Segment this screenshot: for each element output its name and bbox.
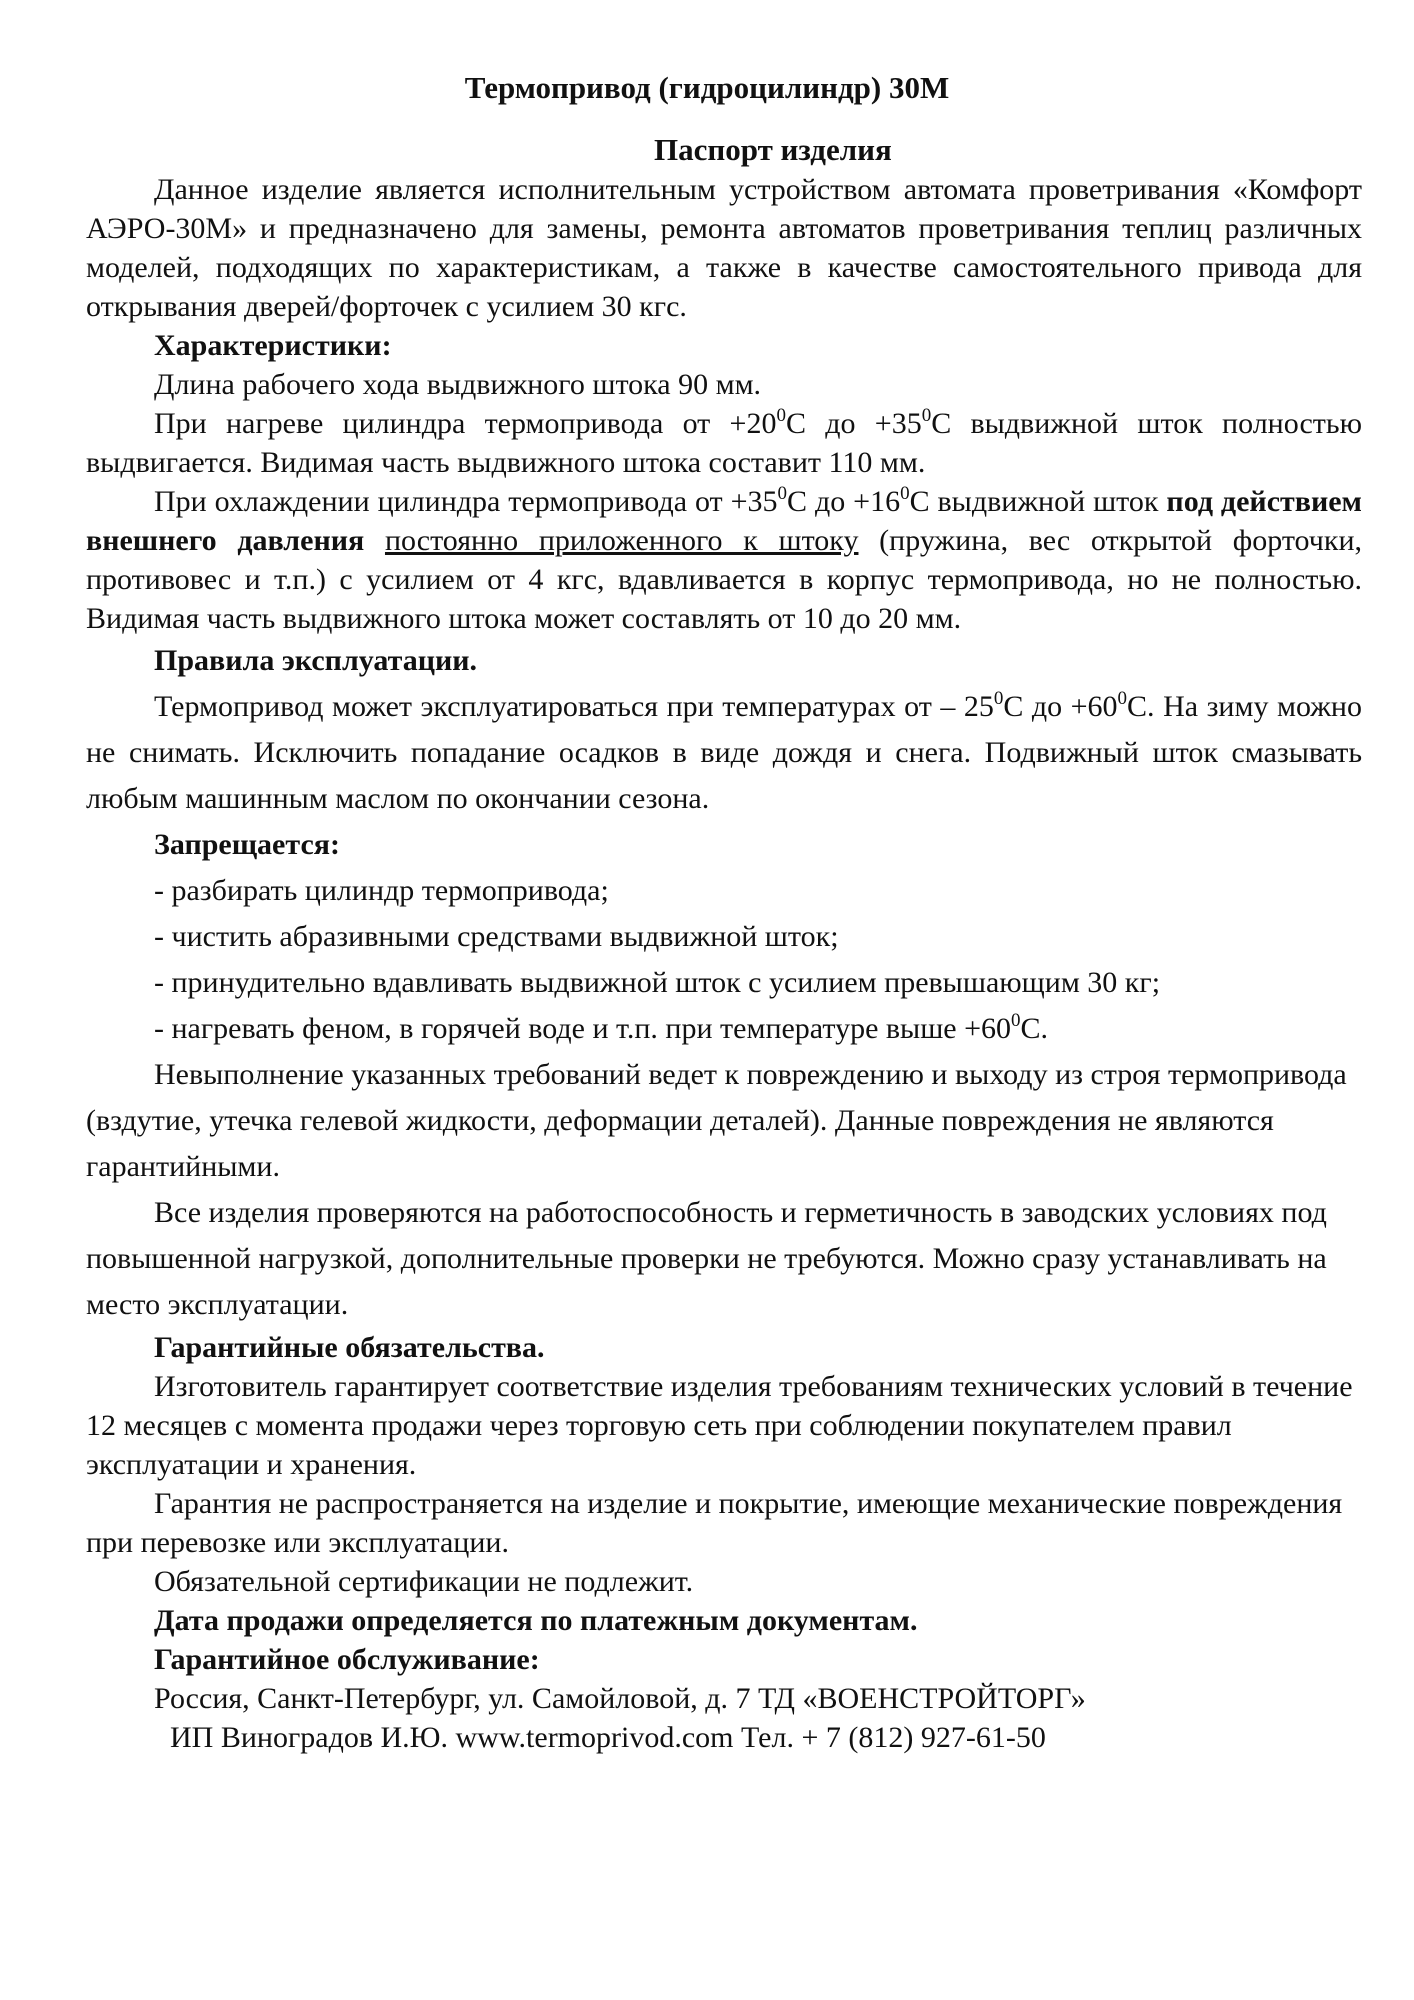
service-heading: Гарантийное обслуживание:	[154, 1643, 540, 1676]
degree-mark: 0	[776, 405, 786, 426]
warranty-exclusion-paragraph: Гарантия не распространяется на изделие и покрытие, имеющие механические повреждения при перевозке или эксплуатации.	[86, 1487, 1343, 1559]
document-subtitle: Паспорт изделия	[654, 132, 892, 167]
constant-load-underline: постоянно приложенного к штоку	[384, 524, 859, 557]
forbidden-heading: Запрещается:	[154, 828, 341, 861]
degree-mark: 0	[777, 483, 788, 504]
document-body	[86, 170, 1362, 1757]
forbidden-item: - разбирать цилиндр термопривода;	[154, 874, 609, 907]
warning-paragraph: Невыполнение указанных требований ведет к повреждению и выходу из строя термопривода (вздутие, утечка гелевой жидкости, деформации деталей). Данные повреждения не являются гарантийными.	[86, 1058, 1347, 1183]
intro-paragraph: Данное изделие является исполнительным устройством автомата проветривания «Комфорт АЭРО-30М» и предназначено для замены, ремонта автоматов проветривания теплиц различных моделей, подходящих по характеристикам, а также в качестве самостоятельного привода для открывания дверей/форточек с усилием 30 кгс.	[86, 173, 1362, 323]
warranty-paragraph: Изготовитель гарантирует соответствие изделия требованиям технических условий в течение 12 месяцев с момента продажи через торговую сеть при соблюдении покупателем правил эксплуатации и хранения.	[86, 1370, 1353, 1481]
rules-section	[86, 638, 1362, 1328]
degree-mark: 0	[921, 405, 932, 426]
cooling-paragraph: При охлаждении цилиндра термопривода от $+35^0С$ до $+16^0С$ выдвижной шток под действием внешнего давления постоянно приложенного к штоку (пружина, вес открытой форточки, противовес и т.п.) с усилием от 4 кгс, вдавливается в корпус термопривода, но не полностью. Видимая часть выдвижного штока может составлять от 10 до 20 мм.	[86, 483, 1362, 635]
forbidden-item: - нагревать феном, в горячей воде и т.п. при температуре выше $+60^0С$.	[154, 1010, 1049, 1045]
service-address: Россия, Санкт-Петербург, ул. Самойловой, д. 7 ТД «ВОЕНСТРОЙТОРГ»	[154, 1682, 1086, 1715]
degree-mark: 0	[1011, 1010, 1021, 1031]
forbidden-item: - принудительно вдавливать выдвижной шток с усилием превышающим 30 кг;	[154, 966, 1161, 999]
document-title: Термопривод (гидроцилиндр) 30М	[464, 70, 950, 105]
external-pressure-emphasis: под действием внешнего давления	[86, 485, 1362, 557]
testing-paragraph: Все изделия проверяются на работоспособность и герметичность в заводских условиях под повышенной нагрузкой, дополнительные проверки не требуются. Можно сразу устанавливать на место эксплуатации.	[86, 1196, 1327, 1321]
stroke-length-text: Длина рабочего хода выдвижного штока 90 мм.	[154, 368, 762, 401]
sale-date-note: Дата продажи определяется по платежным документам.	[154, 1604, 918, 1637]
rules-paragraph: Термопривод может эксплуатироваться при температурах от – $25^0С$ до $+60^0С$. На зиму можно не снимать. Исключить попадание осадков в виде дождя и снега. Подвижный шток смазывать любым машинным маслом по окончании сезона.	[86, 688, 1362, 815]
degree-mark: 0	[900, 483, 910, 504]
warranty-heading: Гарантийные обязательства.	[154, 1331, 545, 1364]
certification-note: Обязательной сертификации не подлежит.	[154, 1565, 694, 1598]
rules-heading: Правила эксплуатации.	[154, 644, 478, 677]
degree-mark: 0	[993, 688, 1004, 709]
degree-mark: 0	[1117, 688, 1128, 709]
characteristics-heading: Характеристики:	[154, 329, 392, 362]
heating-paragraph: При нагреве цилиндра термопривода от $+20^0С$ до $+35^0С$ выдвижной шток полностью выдвигается. Видимая часть выдвижного штока составит 110 мм.	[86, 405, 1362, 479]
forbidden-item: - чистить абразивными средствами выдвижной шток;	[154, 920, 839, 953]
service-contacts: ИП Виноградов И.Ю. www.termoprivod.com Тел. + 7 (812) 927-61-50	[170, 1721, 1046, 1754]
